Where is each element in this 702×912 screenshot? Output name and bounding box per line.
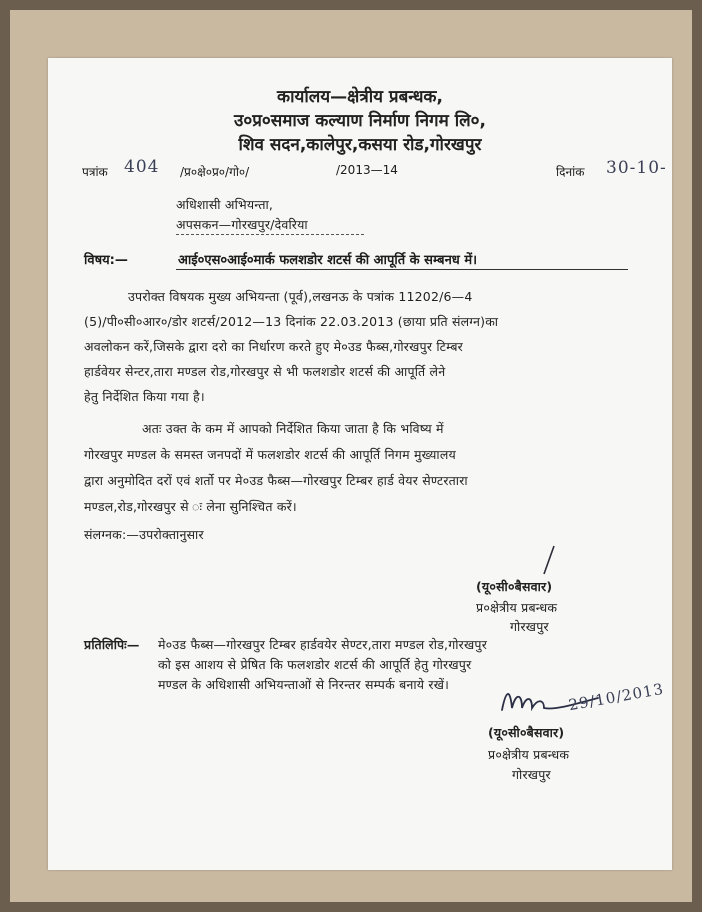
signatory2-place: गोरखपुर (512, 767, 551, 782)
copy-line: को इस आशय से प्रेषित कि फलशडोर शटर्स की आपूर्ति हेतु गोरखपुर (158, 657, 472, 672)
dinank-value: 30-10- (606, 158, 667, 178)
letter-page (48, 58, 672, 870)
para2-line: गोरखपुर मण्डल के समस्त जनपदों में फलशडोर शटर्स की आपूर्ति निगम मुख्यालय (84, 447, 456, 462)
para1-line: अवलोकन करें,जिसके द्वारा दरो का निर्धारण करते हुए मे०उड फैब्स,गोरखपुर टिम्बर (84, 339, 463, 354)
office-title: कार्यालय—क्षेत्रीय प्रबन्धक, (277, 87, 443, 107)
para1-line: हार्डवेयर सेन्टर,तारा मण्डल रोड,गोरखपुर से भी फलशडोर शटर्स की आपूर्ति लेने (84, 364, 446, 379)
office-address: शिव सदन,कालेपुर,कसया रोड,गोरखपुर (238, 135, 482, 155)
patrank-code: /प्र०क्षे०प्र०/गो०/ (180, 165, 250, 179)
patrank-label: पत्रांक (82, 165, 108, 179)
para1-line: (5)/पी०सी०आर०/डोर शटर्स/2012—13 दिनांक 22.03.2013 (छाया प्रति संलग्न)का (84, 314, 499, 329)
copy-line: मण्डल के अधिशासी अभियन्ताओं से निरन्तर सम्पर्क बनाये रखें। (158, 677, 450, 692)
para1-line: हेतु निर्देशित किया गया है। (84, 389, 205, 404)
addressee-line1: अधिशासी अभियन्ता, (176, 197, 274, 212)
para2-line: मण्डल,रोड,गोरखपुर से ः लेना सुनिश्चित करें। (84, 499, 297, 514)
enclosure: संलग्नक:—उपरोक्तानुसार (84, 527, 204, 542)
signatory2-name: (यू०सी०बैसवार) (488, 725, 565, 740)
copy-line: मे०उड फैब्स—गोरखपुर टिम्बर हार्डवयेर सेण्टर,तारा मण्डल रोड,गोरखपुर (158, 637, 488, 652)
handwritten-date: 29/10/2013 (567, 679, 666, 715)
para2-line: अतः उक्त के कम में आपको निर्देशित किया जाता है कि भविष्य में (142, 421, 444, 436)
photo-frame (10, 10, 692, 902)
subject-underline (176, 269, 628, 270)
signatory-designation: प्र०क्षेत्रीय प्रबन्धक (476, 600, 558, 615)
dinank-label: दिनांक (556, 165, 585, 179)
signatory-name: (यू०सी०बैसवार) (476, 579, 553, 594)
addressee-line2: अपसकन—गोरखपुर/देवरिया (176, 217, 308, 232)
signatory-place: गोरखपुर (510, 619, 549, 634)
para2-line: द्वारा अनुमोदित दरों एवं शर्तो पर मे०उड फैब्स—गोरखपुर टिम्बर हार्ड वेयर सेण्टरतारा (84, 473, 468, 488)
year: /2013—14 (336, 163, 398, 177)
signature-stroke-1 (538, 544, 558, 578)
copy-label: प्रतिलिपिः— (84, 637, 140, 652)
subject-label: विषय:— (84, 253, 128, 268)
subject-text: आई०एस०आई०मार्क फलशडोर शटर्स की आपूर्ति के सम्बनध में। (178, 253, 478, 268)
addressee-underline (176, 234, 364, 235)
corporation-name: उ०प्र०समाज कल्याण निर्माण निगम लि०, (234, 111, 486, 131)
signatory2-designation: प्र०क्षेत्रीय प्रबन्धक (488, 747, 570, 762)
patrank-number: 404 (124, 157, 160, 177)
para1-line: उपरोक्त विषयक मुख्य अभियन्ता (पूर्व),लखनऊ के पत्रांक 11202/6—4 (128, 289, 473, 304)
